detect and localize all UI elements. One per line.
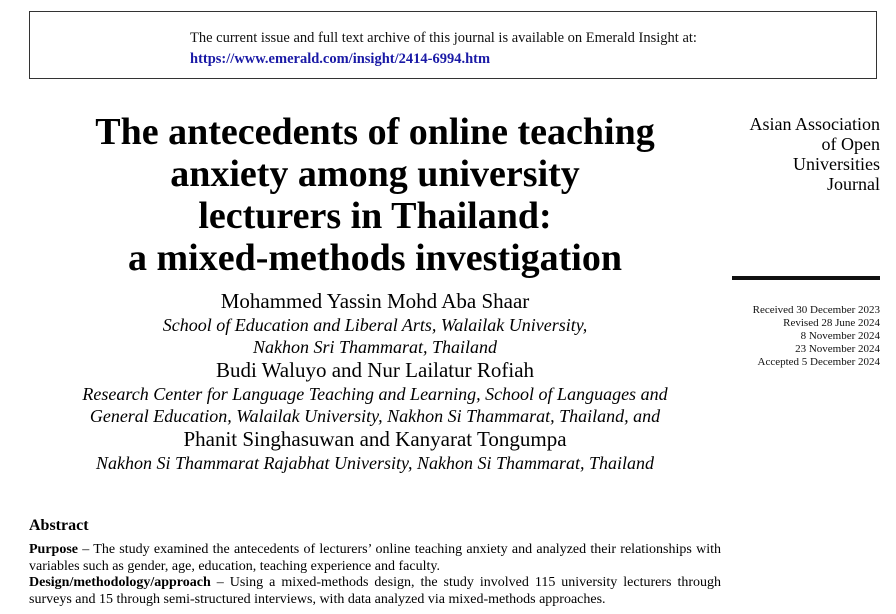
author-affiliation: School of Education and Liberal Arts, Walailak University, [162,315,588,335]
history-date: Revised 28 June 2024 [783,317,880,329]
history-date: 8 November 2024 [800,330,880,342]
sidebar-divider [732,276,880,280]
author-affiliation: Nakhon Sri Thammarat, Thailand [252,337,498,357]
purpose-label: Purpose [29,542,78,557]
journal-name-line: Universities [793,154,880,174]
journal-url-link[interactable]: https://www.emerald.com/insight/2414-6994.htm [190,51,491,67]
journal-name-line: Asian Association [749,114,880,134]
abstract-design [29,575,721,608]
author-list [20,289,730,474]
author-affiliation: General Education, Walailak University, Nakhon Si Thammarat, Thailand, and [89,406,661,426]
abstract-purpose [29,542,721,575]
author-affiliation: Nakhon Si Thammarat Rajabhat University, Nakhon Si Thammarat, Thailand [95,453,655,473]
history-date: 23 November 2024 [795,343,880,355]
journal-name-line: Journal [827,174,880,194]
author-name: Phanit Singhasuwan and Kanyarat Tongumpa [183,427,567,451]
journal-name [700,114,880,194]
article-title [40,111,710,279]
history-date: Received 30 December 2023 [752,304,880,316]
title-line: lecturers in Thailand: [198,195,552,237]
author-name: Budi Waluyo and Nur Lailatur Rofiah [215,358,535,382]
design-label: Design/methodology/approach [29,575,211,590]
title-line: The antecedents of online teaching [95,111,655,153]
design-text: – Using a mixed-methods design, the study involved 115 university lecturers through surveys and 15 through semi-structured interviews, with data analyzed via mixed-methods approaches. [29,575,721,607]
notice-text: The current issue and full text archive of this journal is available on Emerald Insight at: [190,30,697,46]
journal-name-line: of Open [821,134,880,154]
abstract-section [29,516,721,608]
author-affiliation: Research Center for Language Teaching and Learning, School of Languages and [82,384,668,404]
purpose-text: – The study examined the antecedents of lecturers’ online teaching anxiety and analyzed their relationships with variables such as gender, age, education, teaching experience and faculty. [29,542,721,574]
title-line: anxiety among university [170,153,580,195]
history-date: Accepted 5 December 2024 [757,356,880,368]
journal-access-notice [29,11,877,79]
notice-text-block [190,28,697,70]
author-name: Mohammed Yassin Mohd Aba Shaar [220,289,530,313]
title-line: a mixed-methods investigation [128,237,622,279]
abstract-heading: Abstract [29,517,89,534]
